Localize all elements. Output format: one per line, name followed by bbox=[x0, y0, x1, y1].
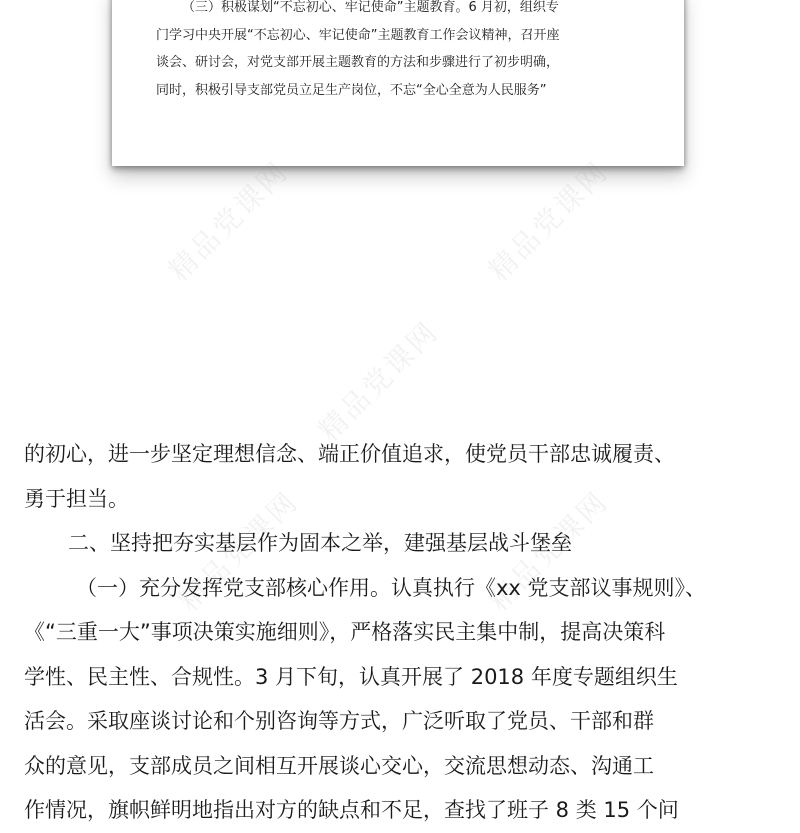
document-body bbox=[24, 432, 724, 833]
card-line: 门学习中央开展“不忘初心、牢记使命”主题教育工作会议精神，召开座 bbox=[156, 27, 560, 43]
watermark: 精品党课网 bbox=[482, 154, 616, 288]
watermark: 精品党课网 bbox=[312, 314, 446, 448]
section-heading: 二、坚持把夯实基层作为固本之举，建强基层战斗堡垒 bbox=[68, 531, 572, 555]
watermark: 精品党课网 bbox=[172, 484, 306, 618]
body-line: 众的意见，支部成员之间相互开展谈心交心，交流思想动态、沟通工 bbox=[24, 753, 654, 778]
watermark: 精品党课网 bbox=[482, 484, 616, 618]
card-line: （三）积极谋划“不忘初心、牢记使命”主题教育。6 月初，组织专 bbox=[182, 0, 559, 15]
body-line: 勇于担当。 bbox=[24, 486, 129, 511]
card-line: 同时，积极引导支部党员立足生产岗位，不忘“全心全意为人民服务” bbox=[156, 82, 547, 98]
card-paragraph bbox=[156, 0, 660, 104]
body-line: 学性、民主性、合规性。3 月下旬，认真开展了 2018 年度专题组织生 bbox=[24, 664, 678, 689]
body-line: 作情况，旗帜鲜明地指出对方的缺点和不足，查找了班子 8 类 15 个问 bbox=[24, 798, 679, 822]
body-line: （一）充分发挥党支部核心作用。认真执行《xx 党支部议事规则》、 bbox=[76, 575, 707, 600]
watermark: 精品党课网 bbox=[162, 154, 296, 288]
card-line: 谈会、研讨会，对党支部开展主题教育的方法和步骤进行了初步明确， bbox=[156, 55, 560, 71]
body-line: 的初心，进一步坚定理想信念、端正价值追求，使党员干部忠诚履责、 bbox=[24, 442, 675, 466]
document-preview-card bbox=[112, 0, 684, 166]
body-line: 《“三重一大”事项决策实施细则》，严格落实民主集中制，提高决策科 bbox=[24, 620, 666, 644]
body-line: 活会。采取座谈讨论和个别咨询等方式，广泛听取了党员、干部和群 bbox=[24, 709, 654, 733]
